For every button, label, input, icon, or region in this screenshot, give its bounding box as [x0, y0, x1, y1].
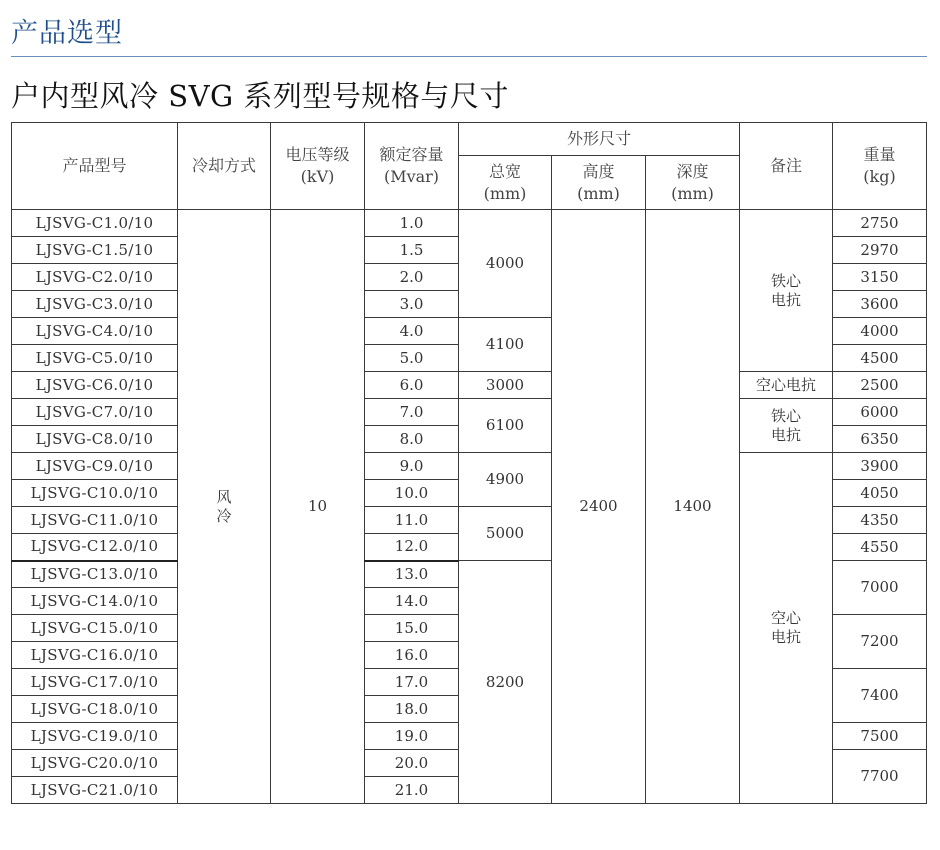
voltage-cell: 10	[271, 210, 365, 804]
remark-line: 铁心	[770, 406, 801, 425]
capacity-cell: 8.0	[365, 426, 459, 453]
weight-cell: 3900	[833, 453, 927, 480]
model-cell: LJSVG-C10.0/10	[12, 480, 178, 507]
weight-cell: 7200	[833, 615, 927, 669]
remark-cell	[740, 210, 833, 372]
capacity-cell: 15.0	[365, 615, 459, 642]
weight-cell: 7000	[833, 561, 927, 615]
weight-cell: 3600	[833, 291, 927, 318]
weight-cell: 4000	[833, 318, 927, 345]
header-dimensions: 外形尺寸	[459, 123, 740, 156]
capacity-cell: 2.0	[365, 264, 459, 291]
weight-cell: 3150	[833, 264, 927, 291]
header-depth	[646, 156, 740, 210]
model-cell: LJSVG-C19.0/10	[12, 723, 178, 750]
weight-cell: 4050	[833, 480, 927, 507]
weight-cell: 2970	[833, 237, 927, 264]
capacity-cell: 9.0	[365, 453, 459, 480]
header-capacity	[365, 123, 459, 210]
capacity-cell: 7.0	[365, 399, 459, 426]
cooling-cell	[178, 210, 271, 804]
weight-cell: 6000	[833, 399, 927, 426]
weight-cell: 2750	[833, 210, 927, 237]
width-cell: 6100	[459, 399, 552, 453]
model-cell: LJSVG-C14.0/10	[12, 588, 178, 615]
header-height-label: 高度	[582, 161, 615, 181]
capacity-cell: 19.0	[365, 723, 459, 750]
header-voltage-label: 电压等级	[285, 145, 350, 164]
weight-cell: 7500	[833, 723, 927, 750]
table-row	[12, 372, 927, 399]
capacity-cell: 3.0	[365, 291, 459, 318]
capacity-cell: 20.0	[365, 750, 459, 777]
remark-line: 电抗	[770, 425, 801, 444]
model-cell: LJSVG-C6.0/10	[12, 372, 178, 399]
weight-cell: 4350	[833, 507, 927, 534]
title-divider	[11, 56, 927, 57]
model-cell: LJSVG-C4.0/10	[12, 318, 178, 345]
model-cell: LJSVG-C8.0/10	[12, 426, 178, 453]
remark-cell: 空心电抗	[740, 372, 833, 399]
cooling-char: 冷	[216, 506, 232, 525]
weight-cell: 7700	[833, 750, 927, 804]
width-cell: 5000	[459, 507, 552, 561]
model-cell: LJSVG-C12.0/10	[12, 534, 178, 561]
remark-line: 空心	[770, 609, 801, 627]
model-cell: LJSVG-C13.0/10	[12, 561, 178, 588]
capacity-cell: 14.0	[365, 588, 459, 615]
table-row	[12, 453, 927, 480]
depth-cell: 1400	[646, 210, 740, 804]
capacity-cell: 12.0	[365, 534, 459, 561]
capacity-cell: 16.0	[365, 642, 459, 669]
model-cell: LJSVG-C17.0/10	[12, 669, 178, 696]
capacity-cell: 1.5	[365, 237, 459, 264]
capacity-cell: 10.0	[365, 480, 459, 507]
table-row	[12, 210, 927, 237]
header-capacity-label: 额定容量	[379, 145, 444, 164]
spec-table	[11, 122, 927, 804]
capacity-cell: 21.0	[365, 777, 459, 804]
header-depth-label: 深度	[676, 161, 709, 181]
header-model: 产品型号	[12, 123, 178, 210]
model-cell: LJSVG-C1.0/10	[12, 210, 178, 237]
model-cell: LJSVG-C16.0/10	[12, 642, 178, 669]
capacity-cell: 5.0	[365, 345, 459, 372]
height-cell: 2400	[552, 210, 646, 804]
model-cell: LJSVG-C9.0/10	[12, 453, 178, 480]
header-depth-unit: (mm)	[671, 183, 714, 203]
width-cell: 4900	[459, 453, 552, 507]
section-title: 产品选型	[11, 18, 123, 49]
header-height-unit: (mm)	[577, 183, 620, 203]
remark-line: 电抗	[770, 290, 801, 309]
model-cell: LJSVG-C2.0/10	[12, 264, 178, 291]
header-width-label: 总宽	[488, 161, 521, 181]
width-cell: 8200	[459, 561, 552, 804]
capacity-cell: 11.0	[365, 507, 459, 534]
capacity-cell: 6.0	[365, 372, 459, 399]
model-cell: LJSVG-C7.0/10	[12, 399, 178, 426]
model-cell: LJSVG-C1.5/10	[12, 237, 178, 264]
weight-cell: 2500	[833, 372, 927, 399]
model-cell: LJSVG-C15.0/10	[12, 615, 178, 642]
capacity-cell: 1.0	[365, 210, 459, 237]
header-width-unit: (mm)	[483, 183, 527, 203]
model-cell: LJSVG-C3.0/10	[12, 291, 178, 318]
weight-cell: 4500	[833, 345, 927, 372]
capacity-cell: 4.0	[365, 318, 459, 345]
model-cell: LJSVG-C21.0/10	[12, 777, 178, 804]
model-cell: LJSVG-C18.0/10	[12, 696, 178, 723]
remark-line: 铁心	[770, 271, 801, 290]
width-cell: 3000	[459, 372, 552, 399]
capacity-cell: 17.0	[365, 669, 459, 696]
header-capacity-unit: (Mvar)	[383, 167, 440, 186]
width-cell: 4100	[459, 318, 552, 372]
weight-cell: 6350	[833, 426, 927, 453]
table-title: 户内型风冷 SVG 系列型号规格与尺寸	[11, 79, 509, 113]
capacity-cell: 13.0	[365, 561, 459, 588]
table-row	[12, 399, 927, 426]
model-cell: LJSVG-C11.0/10	[12, 507, 178, 534]
weight-cell: 7400	[833, 669, 927, 723]
header-voltage-unit: (kV)	[300, 167, 335, 186]
header-weight-label: 重量	[863, 145, 896, 164]
header-width	[459, 156, 552, 210]
remark-cell	[740, 399, 833, 453]
model-cell: LJSVG-C5.0/10	[12, 345, 178, 372]
cooling-char: 风	[216, 487, 232, 506]
header-voltage	[271, 123, 365, 210]
header-weight-unit: (kg)	[863, 167, 896, 186]
weight-cell: 4550	[833, 534, 927, 561]
header-height	[552, 156, 646, 210]
remark-line: 电抗	[770, 628, 801, 646]
header-cooling: 冷却方式	[178, 123, 271, 210]
remark-cell	[740, 453, 833, 804]
width-cell: 4000	[459, 210, 552, 318]
header-weight	[833, 123, 927, 210]
capacity-cell: 18.0	[365, 696, 459, 723]
header-remark: 备注	[740, 123, 833, 210]
model-cell: LJSVG-C20.0/10	[12, 750, 178, 777]
